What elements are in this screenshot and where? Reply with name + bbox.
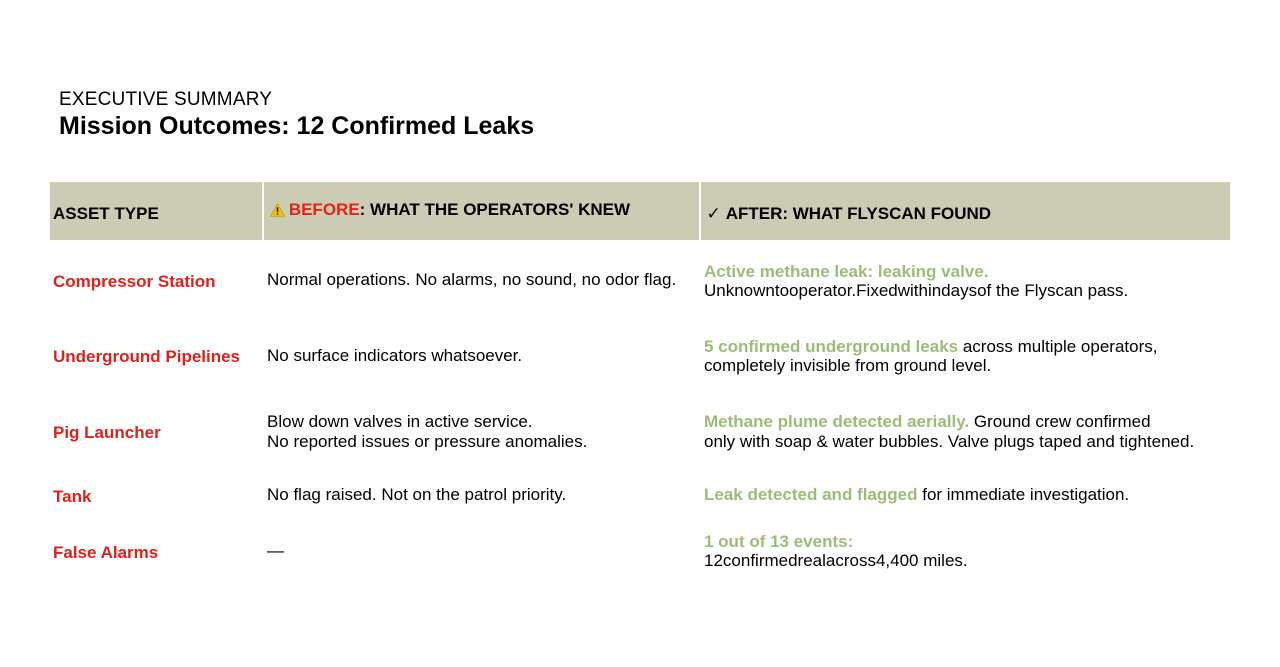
outcomes-table (50, 182, 1230, 570)
before-line: Blow down valves in active service. (267, 412, 533, 431)
before-line: No reported issues or pressure anomalies. (267, 432, 588, 451)
before-label-rest: : WHAT THE OPERATORS' KNEW (359, 199, 631, 219)
after-line: completely invisible from ground level. (704, 356, 992, 375)
after-inline-text: Ground crew confirmed (969, 412, 1151, 431)
before-label: BEFORE (288, 199, 360, 219)
after-text (704, 262, 1128, 300)
warning-icon (270, 203, 285, 217)
asset-type: False Alarms (53, 543, 159, 562)
after-highlight: Active methane leak: leaking valve. (704, 262, 989, 281)
after-highlight: Leak detected and flagged (704, 485, 918, 504)
before-line: No flag raised. Not on the patrol priority. (267, 485, 567, 504)
asset-type: Compressor Station (53, 272, 216, 291)
after-line: Unknowntooperator.Fixedwithindaysof the Flyscan pass. (704, 281, 1129, 300)
eyebrow-label: EXECUTIVE SUMMARY (59, 89, 273, 110)
asset-type: Pig Launcher (53, 423, 161, 442)
column-header-asset-label: ASSET TYPE (53, 204, 159, 223)
before-text (267, 541, 284, 561)
after-text (704, 532, 968, 570)
after-inline-text: for immediate investigation. (917, 485, 1130, 504)
after-text (704, 412, 1194, 451)
column-header-before (264, 182, 700, 240)
before-line: Normal operations. No alarms, no sound, no odor flag. (267, 270, 677, 289)
after-text (704, 337, 1157, 375)
before-text (267, 270, 676, 290)
page-title: Mission Outcomes: 12 Confirmed Leaks (59, 112, 535, 140)
before-text (267, 346, 522, 366)
before-line: No surface indicators whatsoever. (267, 346, 523, 365)
table-header (50, 182, 1230, 240)
after-highlight: Methane plume detected aerially. (704, 412, 970, 431)
asset-type: Tank (53, 487, 92, 506)
after-label: AFTER: WHAT FLYSCAN FOUND (725, 204, 992, 223)
after-highlight: 1 out of 13 events: (704, 532, 854, 551)
check-icon: ✓ (706, 204, 721, 223)
before-text (267, 412, 587, 452)
before-line: — (267, 541, 284, 560)
after-line: only with soap & water bubbles. Valve plugs taped and tightened. (704, 432, 1195, 451)
after-inline-text: across multiple operators, (958, 337, 1158, 356)
after-line: 12confirmedrealacross4,400 miles. (704, 551, 968, 570)
column-header-after (701, 182, 1230, 240)
after-highlight: 5 confirmed underground leaks (704, 337, 959, 356)
before-text (267, 485, 566, 505)
column-header-asset (50, 182, 262, 240)
asset-type: Underground Pipelines (53, 347, 241, 366)
after-text (704, 485, 1129, 504)
